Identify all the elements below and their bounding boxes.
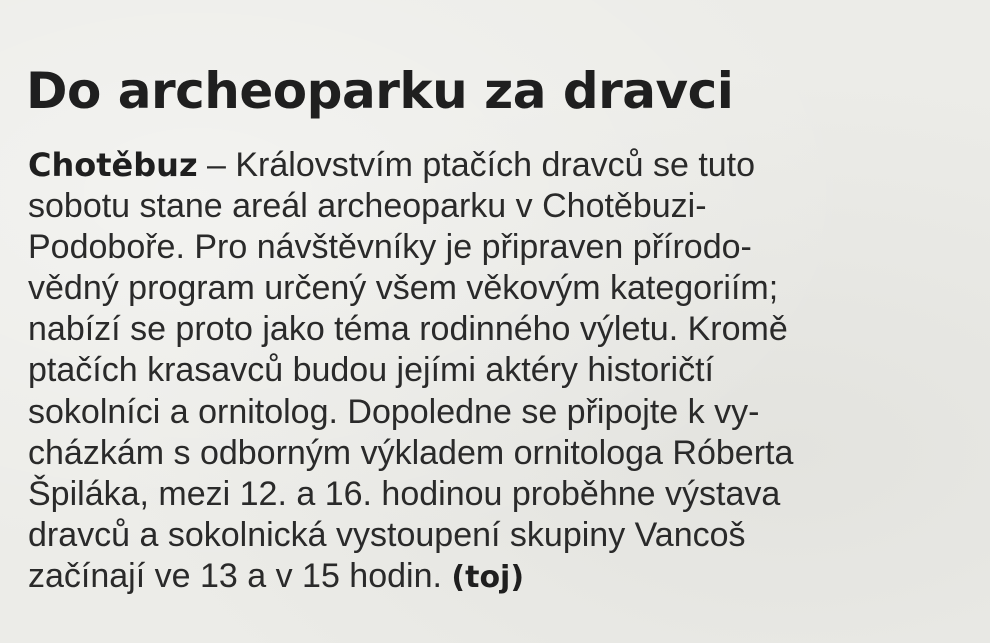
article-line: dravců a sokolnická vystoupení skupiny Vancoš [28, 515, 746, 554]
article-byline: (toj) [451, 559, 525, 595]
article-line: Špiláka, mezi 12. a 16. hodinou proběhne výstava [28, 474, 781, 513]
article-line [28, 145, 978, 186]
article-line: nabízí se proto jako téma rodinného výletu. Kromě [28, 310, 788, 349]
article-line: ptačích krasavců budou jejími aktéry historičtí [28, 351, 714, 390]
article-line: vědný program určený všem věkovým kategoriím; [28, 269, 779, 308]
article-line: sokolníci a ornitolog. Dopoledne se připojte k vy- [28, 392, 760, 431]
article-line: cházkám s odborným výkladem ornitologa Róberta [28, 433, 794, 472]
article-line: sobotu stane areál archeoparku v Chotěbuzi- [28, 187, 707, 226]
article-dateline: Chotěbuz [28, 146, 198, 184]
article-line-text: začínají ve 13 a v 15 hodin. [28, 556, 452, 595]
article-line: Podoboře. Pro návštěvníky je připraven přírodo- [28, 228, 752, 267]
article-body [28, 145, 978, 597]
article-line-text: – Královstvím ptačích dravců se tuto [197, 146, 756, 184]
article-line [28, 556, 978, 597]
article-headline: Do archeoparku za dravci [26, 62, 734, 120]
